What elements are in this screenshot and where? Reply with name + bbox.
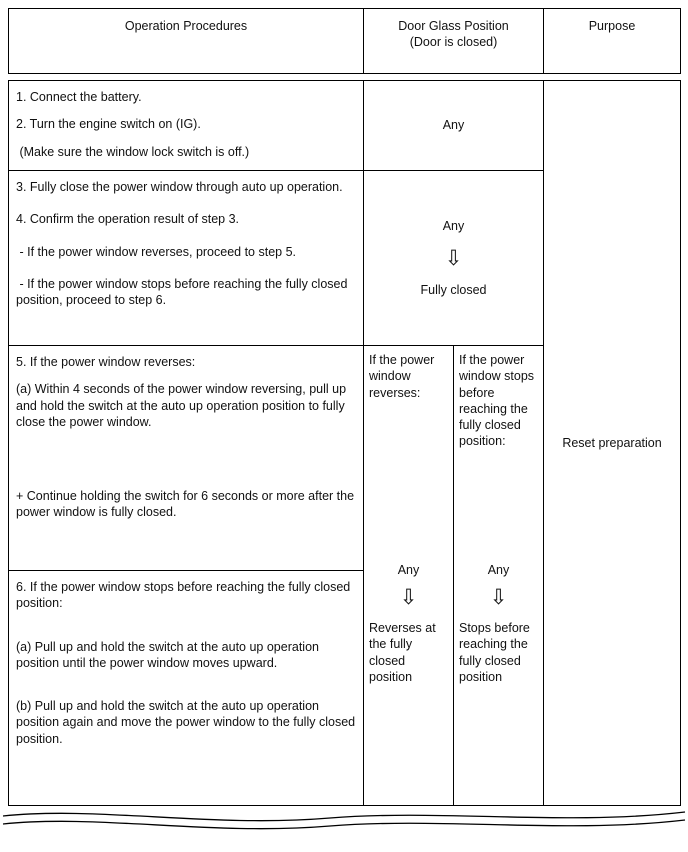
- step-2-note: (Make sure the window lock switch is off.): [16, 144, 250, 159]
- column-purpose: [544, 81, 680, 805]
- header-door-glass-line2: (Door is closed): [409, 35, 498, 50]
- header-operation-procedures: Operation Procedures: [9, 9, 364, 73]
- header-door-glass-position: [364, 9, 544, 73]
- arrow-down-icon: ⇩: [399, 585, 418, 609]
- cell-step-6: [9, 571, 363, 805]
- step-6: 6. If the power window stops before reaching the fully closed position:: [16, 580, 354, 611]
- column-operation-procedures: [9, 81, 364, 805]
- step-5-note: + Continue holding the switch for 6 seconds or more after the power window is fully closed.: [16, 489, 358, 520]
- glass-branch-reverses: [364, 346, 454, 805]
- cell-glass-any-1: [364, 81, 543, 171]
- step-2: 2. Turn the engine switch on (IG).: [16, 117, 201, 132]
- glass-position-any: Any: [442, 118, 465, 133]
- step-5a: (a) Within 4 seconds of the power window reversing, pull up and hold the switch at the auto up operation position to fully close the power window.: [16, 382, 350, 429]
- arrow-down-icon: ⇩: [444, 245, 463, 270]
- arrow-down-icon: ⇩: [489, 585, 508, 609]
- header-purpose: Purpose: [588, 19, 636, 33]
- branch-stops-condition: If the power window stops before reaching the fully closed position:: [459, 353, 535, 449]
- table-header-row: [8, 8, 681, 74]
- branch-reverses-condition: If the power window reverses:: [369, 353, 435, 400]
- step-4-branch-stop: - If the power window stops before reaching the fully closed position, proceed to step 6.: [16, 276, 351, 307]
- step-4-branch-reverse: - If the power window reverses, proceed to step 5.: [16, 244, 297, 259]
- branch-stops-any: Any: [487, 562, 510, 577]
- purpose-value: Reset preparation: [562, 435, 662, 450]
- step-6b: (b) Pull up and hold the switch at the auto up operation position again and move the power window to the fully closed position.: [16, 699, 359, 746]
- step-4: 4. Confirm the operation result of step 3.: [16, 212, 240, 227]
- cell-steps-1-2: [9, 81, 363, 171]
- header-door-glass-line1: Door Glass Position: [398, 19, 509, 33]
- cell-glass-branch: [364, 346, 543, 805]
- step-1: 1. Connect the battery.: [16, 90, 142, 104]
- branch-stops-result: Stops before reaching the fully closed position: [459, 621, 530, 684]
- cell-step-5: [9, 346, 363, 571]
- glass-branch-stops: [454, 346, 543, 805]
- page-break-wave: [0, 800, 688, 844]
- step-5: 5. If the power window reverses:: [16, 355, 196, 369]
- branch-reverses-result: Reverses at the fully closed position: [369, 621, 436, 684]
- table-body: [8, 80, 681, 806]
- cell-glass-any-to-closed: [364, 171, 543, 346]
- column-door-glass-position: [364, 81, 544, 805]
- glass-position-end: Fully closed: [420, 282, 487, 297]
- cell-steps-3-4: [9, 171, 363, 346]
- glass-position-start: Any: [442, 219, 465, 234]
- branch-reverses-any: Any: [397, 562, 420, 577]
- step-3: 3. Fully close the power window through auto up operation.: [16, 180, 343, 194]
- step-6a: (a) Pull up and hold the switch at the auto up operation position until the power window moves upward.: [16, 639, 323, 670]
